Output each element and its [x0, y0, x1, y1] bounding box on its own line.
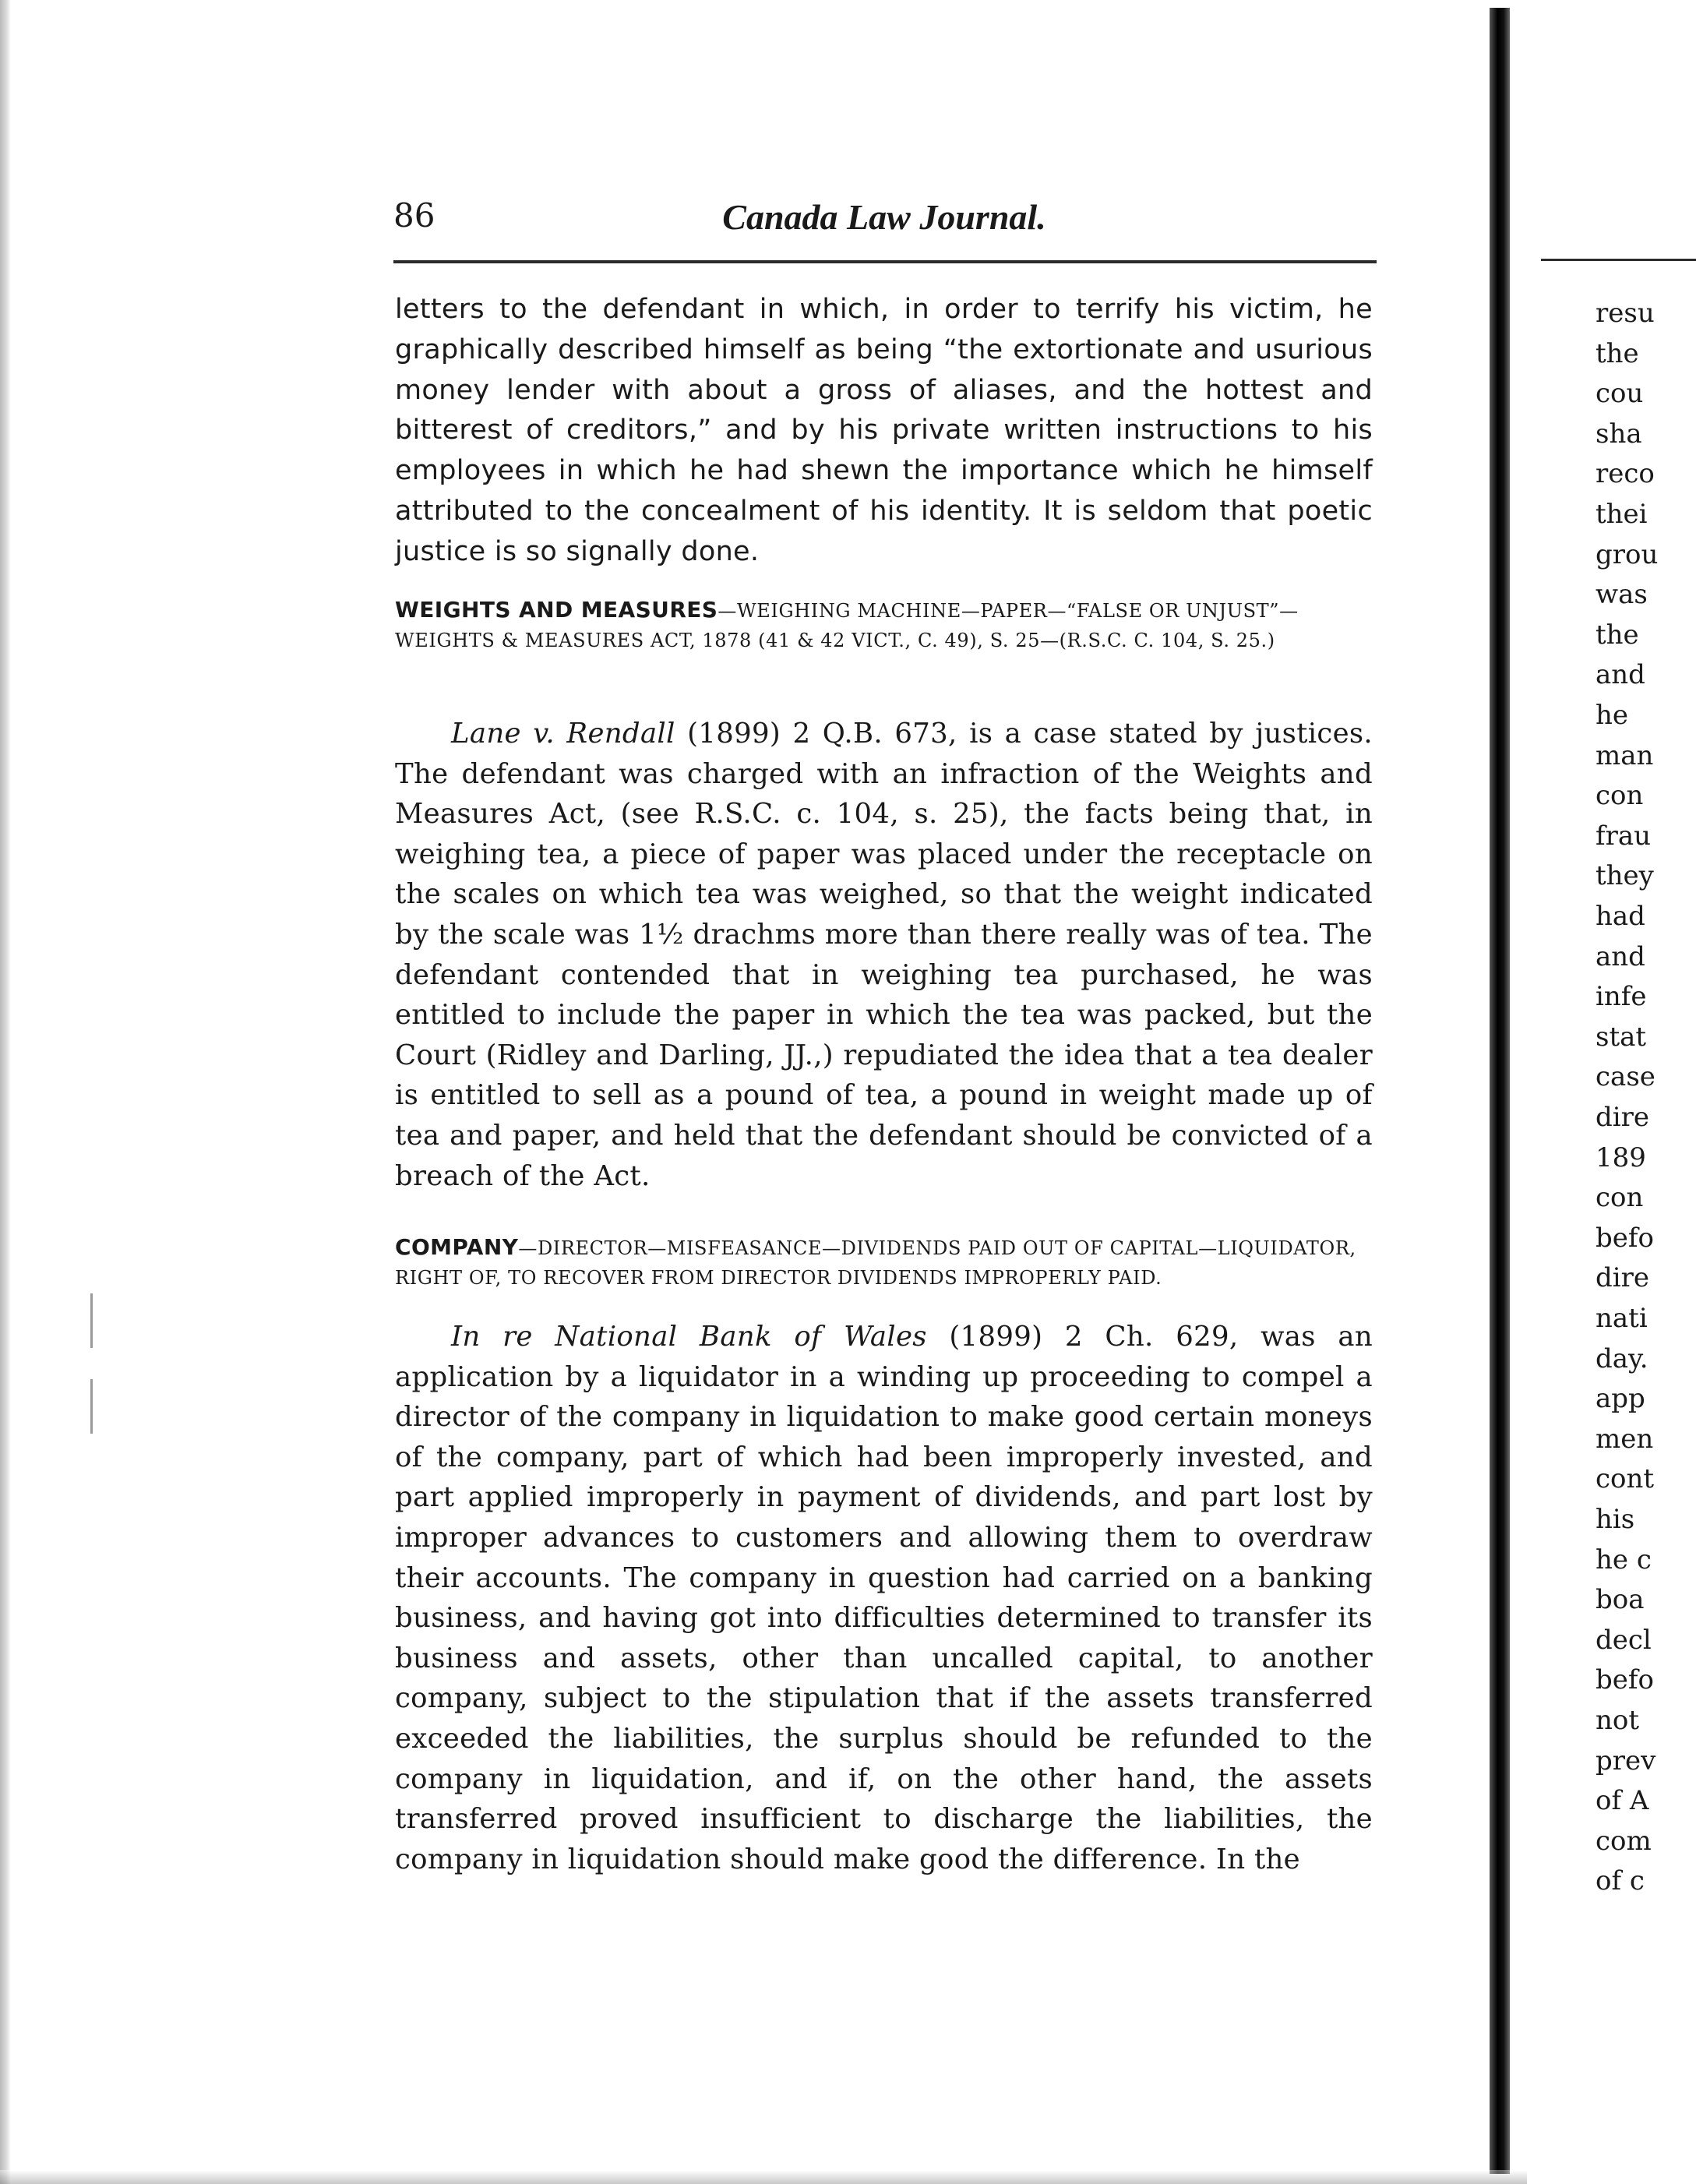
opening-paragraph: letters to the defendant in which, in order to terrify his victim, he graphically described himself as being “the extortionate and usurious money lender with about a gross of aliases, and the hottest and bitterest of creditors,” and by his private written instructions to his employees in which he had shewn the importance which he himself attributed to the concealment of his identity. It is seldom that poetic justice is so signally done. — [395, 294, 1373, 567]
facing-page-line: befo — [1596, 1222, 1654, 1254]
page-number: 86 — [393, 196, 435, 235]
case-text: (1899) 2 Ch. 629, was an application by a liquidator in a winding up proceeding to compel a director of the company in liquidation to make good certain moneys of the company, part of which had been improperly invested, and part applied improperly in payment of dividends, and part lost by improper advances to customers and allowing them to overdraw their accounts. The company in question had carried on a banking business, and having got into difficulties determined to transfer its business and assets, other than uncalled capital, to another company, subject to the stipulation that if the assets transferred exceeded the liabilities, the surplus should be refunded to the company in liquidation, and if, on the other hand, the assets transferred proved insufficient to discharge the liabilities, the company in liquidation should make good the difference. In the — [395, 1321, 1373, 1875]
facing-page-line: app — [1596, 1383, 1645, 1415]
facing-page-line: and — [1596, 659, 1645, 691]
facing-page-line: had — [1596, 901, 1645, 932]
facing-page-line: con — [1596, 780, 1644, 812]
facing-page-line: his — [1596, 1504, 1635, 1535]
facing-page-line: thei — [1596, 499, 1648, 530]
facing-page-line: sha — [1596, 418, 1642, 450]
running-head — [393, 196, 1375, 251]
facing-page-line: resu — [1596, 298, 1655, 329]
facing-page-line: not — [1596, 1705, 1640, 1736]
facing-page-line: of A — [1596, 1785, 1649, 1817]
weights-paragraph — [395, 714, 1373, 1196]
facing-page-line: they — [1596, 860, 1654, 892]
opening-paragraph-block — [395, 290, 1373, 573]
facing-page-line: he c — [1596, 1544, 1652, 1575]
facing-page-line: stat — [1596, 1021, 1647, 1053]
section-heading-company — [395, 1233, 1373, 1293]
case-name: In re National Bank of Wales — [451, 1321, 927, 1353]
facing-page-line: the — [1596, 337, 1639, 369]
facing-page-line: com — [1596, 1825, 1652, 1857]
facing-page-line: decl — [1596, 1624, 1652, 1656]
facing-page-line: infe — [1596, 981, 1647, 1013]
book-gutter — [1490, 8, 1510, 2174]
facing-page-line: he — [1596, 700, 1629, 731]
facing-page-line: befo — [1596, 1664, 1654, 1696]
case-name: Lane v. Rendall — [451, 718, 675, 750]
company-paragraph — [395, 1317, 1373, 1879]
facing-page-line: the — [1596, 619, 1639, 651]
facing-page-line: men — [1596, 1423, 1654, 1455]
facing-page-line: nati — [1596, 1303, 1648, 1334]
facing-page-line: dire — [1596, 1102, 1650, 1133]
facing-page-line: dire — [1596, 1262, 1650, 1294]
facing-page — [1510, 0, 1696, 2184]
facing-page-line: and — [1596, 940, 1645, 972]
header-rule — [393, 260, 1377, 263]
facing-page-line: boa — [1596, 1584, 1645, 1616]
weights-paragraph-block — [395, 714, 1373, 1196]
section-heading-lead: WEIGHTS AND MEASURES — [395, 597, 718, 623]
section-heading-weights — [395, 595, 1373, 655]
facing-page-line: 189 — [1596, 1141, 1646, 1173]
case-text: (1899) 2 Q.B. 673, is a case stated by justices. The defendant was charged with an infraction of the Weights and Measures Act, (see R.S.C. c. 104, s. 25), the facts being that, in weighing tea, a piece of paper was placed under the receptacle on the scales on which tea was weighed, so that the weight indicated by the scale was 1½ drachms more than there really was of tea. The defendant contended that in weighing tea purchased, he was entitled to include the paper in which the tea was packed, but the Court (Ridley and Darling, JJ.,) repudiated the idea that a tea dealer is entitled to sell as a pound of tea, a pound in weight made up of tea and paper, and held that the defendant should be convicted of a breach of the Act. — [395, 718, 1373, 1192]
facing-page-line: frau — [1596, 820, 1652, 852]
facing-page-line: man — [1596, 739, 1654, 771]
facing-page-line: reco — [1596, 458, 1655, 490]
facing-page-line: case — [1596, 1061, 1655, 1093]
facing-page-rule — [1541, 259, 1696, 261]
facing-page-line: of c — [1596, 1865, 1645, 1897]
facing-page-line: grou — [1596, 538, 1659, 570]
facing-page-line: con — [1596, 1182, 1644, 1214]
section-heading-text: —DIRECTOR—MISFEASANCE—DIVIDENDS PAID OUT OF CAPITAL—LIQUIDATOR, RIGHT OF, TO RECOVER FROM DIRECTOR DIVIDENDS IMPROPERLY PAID. — [395, 1237, 1356, 1289]
journal-title: Canada Law Journal. — [722, 197, 1046, 237]
facing-page-line: day. — [1596, 1343, 1648, 1374]
section-heading-text: —WEIGHING MACHINE—PAPER—“FALSE OR UNJUST”—WEIGHTS & MEASURES ACT, 1878 (41 & 42 VICT., C. 49), S. 25—(R.S.C. C. 104, S. 25.) — [395, 600, 1299, 651]
facing-page-line: was — [1596, 579, 1648, 611]
scan-bottom-edge — [0, 2170, 1527, 2184]
section-heading-lead: COMPANY — [395, 1234, 519, 1260]
facing-page-line: cou — [1596, 378, 1644, 410]
facing-page-line: cont — [1596, 1463, 1655, 1495]
facing-page-line: prev — [1596, 1745, 1656, 1776]
company-paragraph-block — [395, 1317, 1373, 1879]
